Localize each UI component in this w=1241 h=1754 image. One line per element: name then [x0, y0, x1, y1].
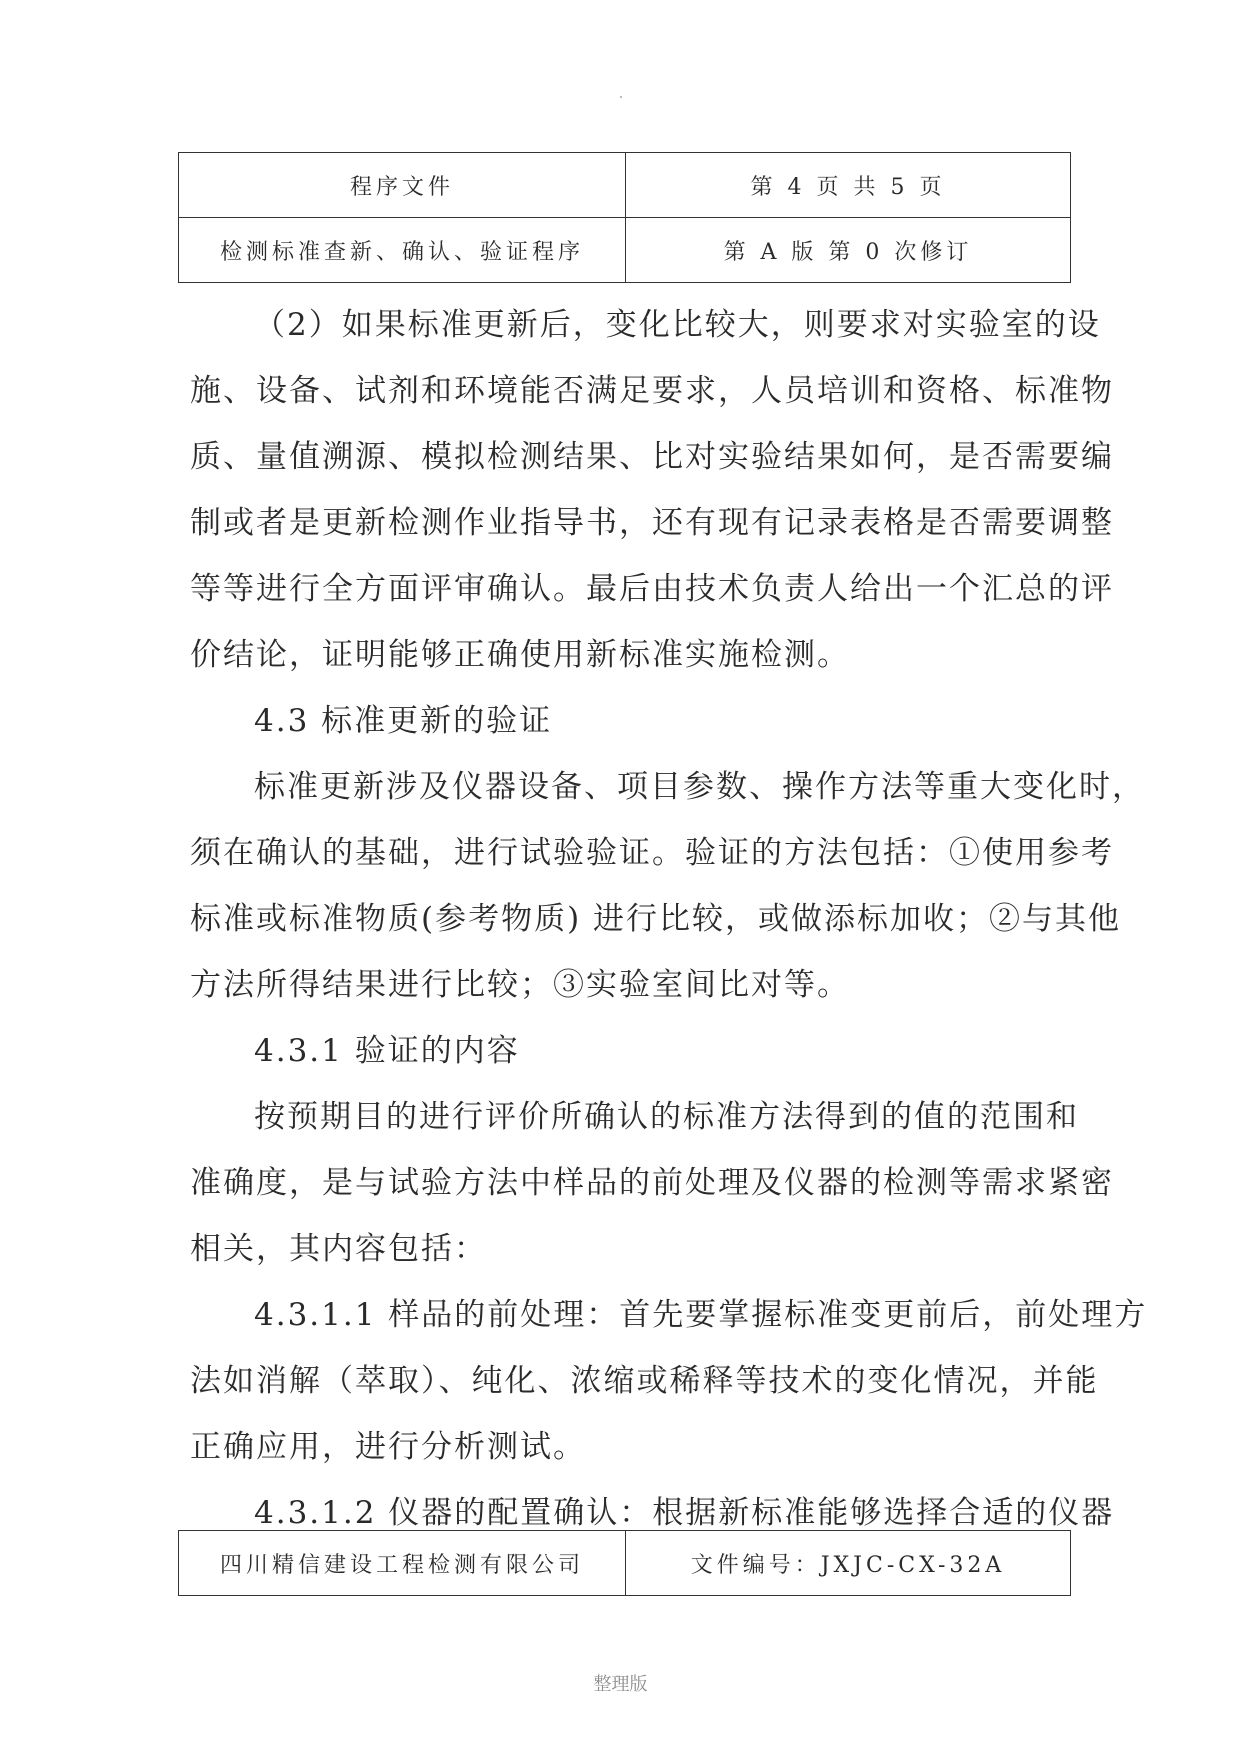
version-info: 第 A 版 第 0 次修订	[626, 218, 1071, 283]
paragraph-line: 施、设备、试剂和环境能否满足要求，人员培训和资格、标准物	[190, 373, 1114, 409]
footer-table	[178, 1530, 1071, 1596]
paragraph-line: 4.3.1.2 仪器的配置确认：根据新标准能够选择合适的仪器	[254, 1495, 1115, 1531]
paragraph-line: 等等进行全方面评审确认。最后由技术负责人给出一个汇总的评	[190, 571, 1114, 607]
watermark-text: 整理版	[593, 1674, 648, 1695]
doc-title: 检测标准查新、确认、验证程序	[179, 218, 626, 283]
company-name: 四川精信建设工程检测有限公司	[179, 1531, 626, 1596]
paragraph-line: 须在确认的基础，进行试验验证。验证的方法包括：①使用参考	[190, 835, 1114, 871]
paragraph-line: 相关，其内容包括：	[190, 1231, 487, 1267]
paragraph-line: 价结论，证明能够正确使用新标准实施检测。	[190, 637, 850, 673]
paragraph-line: 质、量值溯源、模拟检测结果、比对实验结果如何，是否需要编	[190, 439, 1114, 475]
paragraph-line: 准确度，是与试验方法中样品的前处理及仪器的检测等需求紧密	[190, 1165, 1114, 1201]
section-heading: 4.3.1 验证的内容	[254, 1033, 520, 1069]
paragraph-line: 法如消解（萃取）、纯化、浓缩或稀释等技术的变化情况，并能	[190, 1363, 1099, 1399]
paragraph-line: 制或者是更新检测作业指导书，还有现有记录表格是否需要调整	[190, 505, 1114, 541]
header-dot	[620, 96, 622, 98]
paragraph-line: 标准更新涉及仪器设备、项目参数、操作方法等重大变化时，	[254, 769, 1145, 805]
paragraph-line: 正确应用，进行分析测试。	[190, 1429, 586, 1465]
page-info: 第 4 页 共 5 页	[626, 153, 1071, 218]
doc-number: 文件编号：JXJC-CX-32A	[626, 1531, 1071, 1596]
paragraph-line: 方法所得结果进行比较；③实验室间比对等。	[190, 967, 850, 1003]
paragraph-line: 4.3.1.1 样品的前处理：首先要掌握标准变更前后，前处理方	[254, 1297, 1148, 1333]
header-table	[178, 152, 1071, 283]
paragraph-line: （2）如果标准更新后，变化比较大，则要求对实验室的设	[254, 307, 1101, 343]
section-heading: 4.3 标准更新的验证	[254, 703, 553, 739]
paragraph-line: 标准或标准物质(参考物质) 进行比较，或做添标加收；②与其他	[190, 901, 1122, 937]
paragraph-line: 按预期目的进行评价所确认的标准方法得到的值的范围和	[254, 1099, 1079, 1135]
doc-type: 程序文件	[179, 153, 626, 218]
document-body	[190, 292, 1148, 1546]
